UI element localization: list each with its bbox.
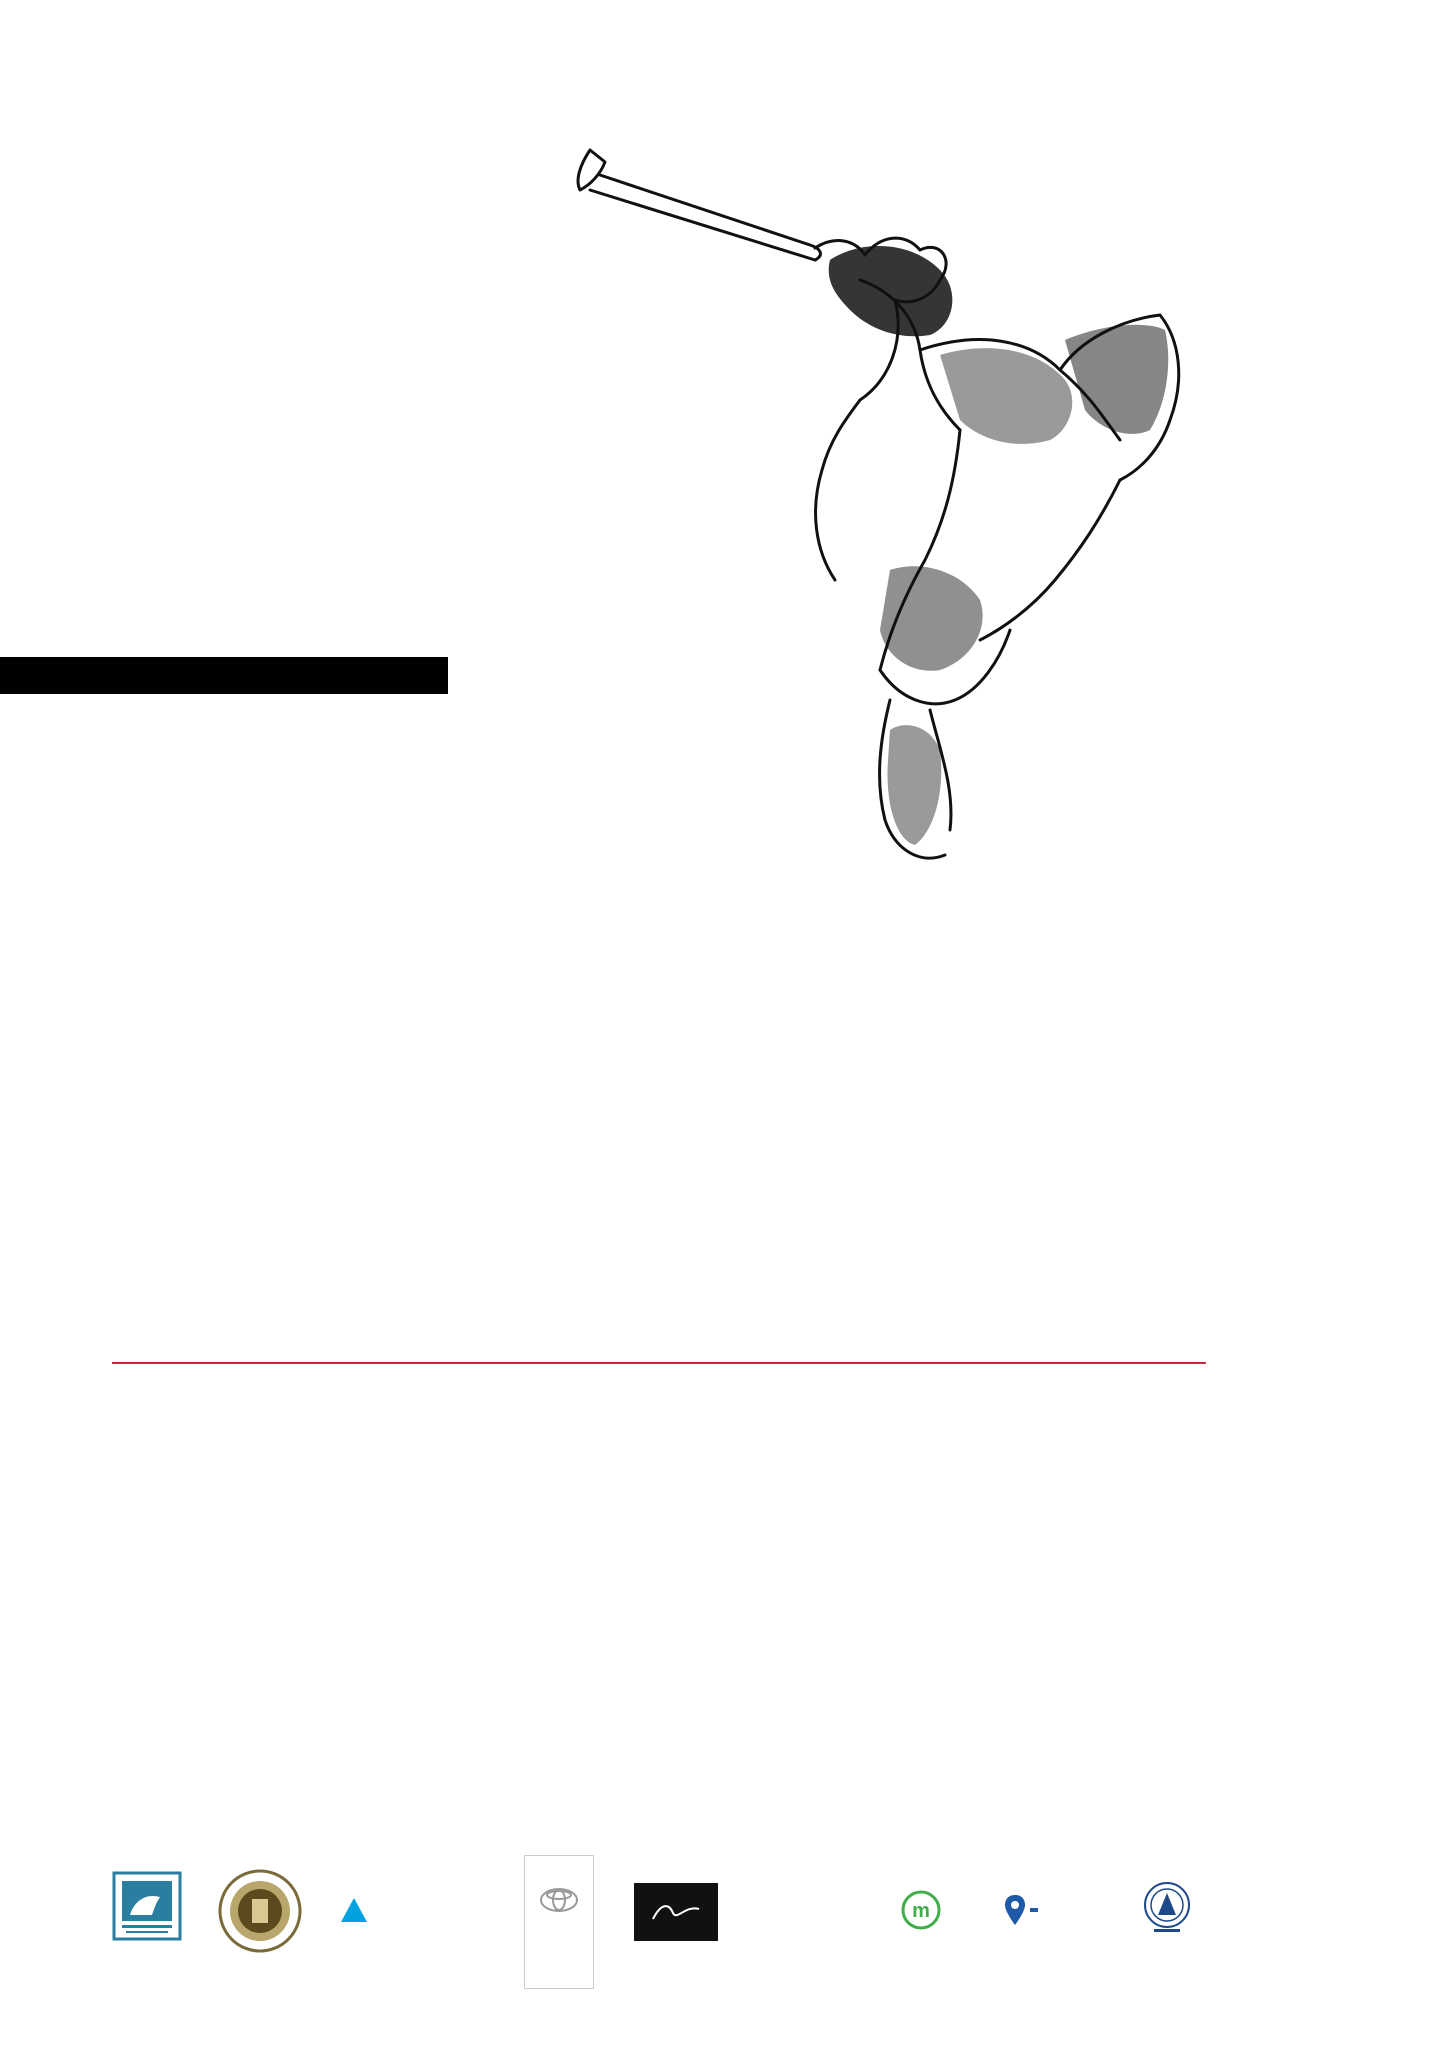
tbc-triangle-icon (340, 1896, 368, 1924)
event-row (112, 1146, 1212, 1236)
sponsor-logos (112, 1855, 1212, 1985)
tbc-bank-logo (340, 1885, 510, 1935)
location-pin-icon (1004, 1894, 1026, 1926)
event-row (112, 1043, 1212, 1133)
event-row (112, 945, 1212, 1035)
signature-mark-icon (649, 1899, 703, 1925)
astoria-logo (1132, 1873, 1202, 1943)
sponsor-dark-logo (634, 1883, 718, 1941)
conservatory-seal (218, 1869, 302, 1953)
black-bar (0, 657, 448, 694)
top-stripes (0, 0, 1446, 104)
toyota-logo (524, 1855, 594, 1989)
section-divider (112, 1362, 1206, 1364)
mgroup-circle-icon (901, 1890, 941, 1930)
right-stripes (1256, 0, 1446, 2048)
svg-text:m: m (912, 1900, 930, 1922)
event-row (112, 1254, 1212, 1344)
mgroup-logo (862, 1885, 980, 1935)
ministry-logo (112, 1871, 182, 1941)
check-in-georgia-logo (1004, 1881, 1102, 1939)
toyota-emblem-icon (539, 1887, 579, 1913)
marigaux-logo (748, 1885, 838, 1935)
trumpeter-illustration (560, 140, 1220, 880)
